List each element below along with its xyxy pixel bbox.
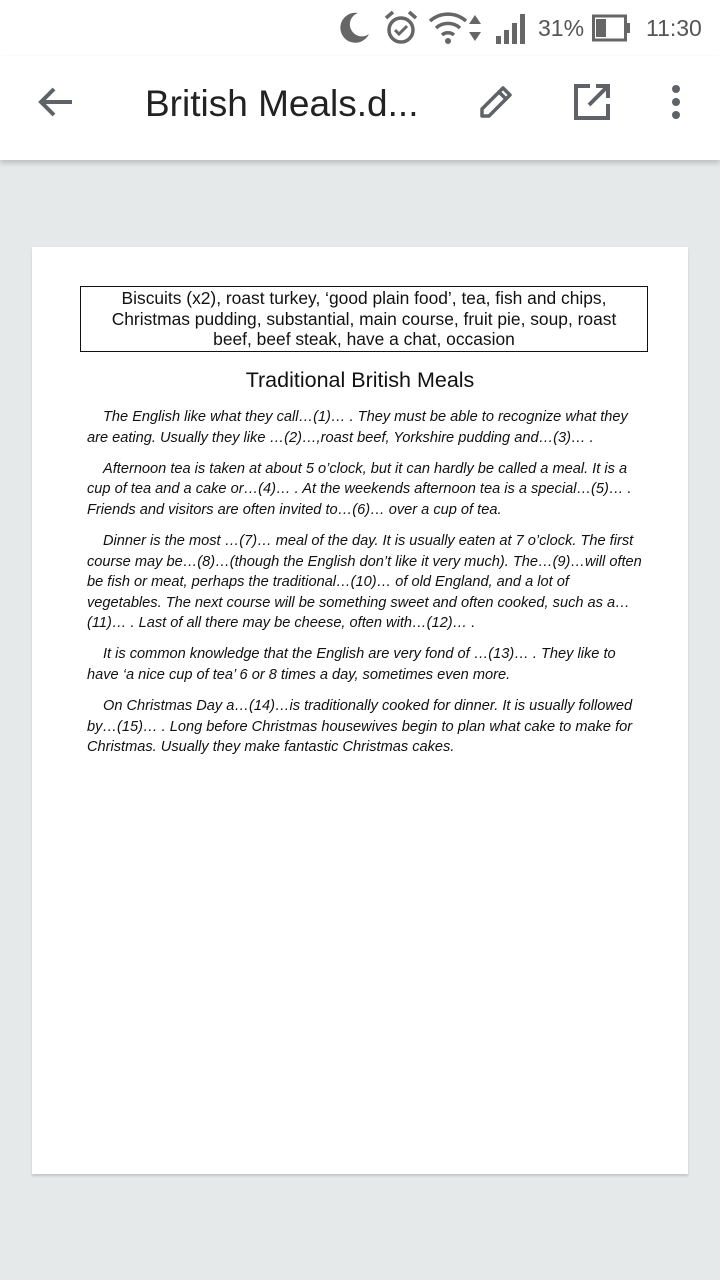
data-arrows-icon	[468, 0, 482, 56]
open-in-new-icon	[572, 82, 612, 127]
open-in-new-button[interactable]	[564, 56, 620, 152]
battery-icon	[592, 0, 632, 56]
alarm-icon	[382, 0, 420, 56]
more-vert-icon	[670, 84, 682, 125]
paragraph: On Christmas Day a…(14)…is traditionally cooked for dinner. It is usually followed by…(15)… . Long before Christmas housewives begin to plan what cake to make for Christmas. Usually they make fantastic Christmas cakes.	[87, 698, 633, 756]
cell-signal-icon	[494, 0, 530, 56]
wifi-icon	[428, 0, 468, 56]
app-bar	[0, 56, 720, 160]
edit-button[interactable]	[468, 56, 524, 152]
document-body	[87, 407, 643, 768]
edit-pencil-icon	[476, 82, 516, 127]
battery-percent: 31%	[538, 14, 585, 41]
more-options-button[interactable]	[652, 56, 700, 152]
word-bank-box: Biscuits (x2), roast turkey, ‘good plain food’, tea, fish and chips, Christmas pudding, substantial, main course, fruit pie, soup, roast beef, beef steak, have a chat, occasion	[80, 286, 648, 352]
status-bar	[0, 0, 720, 56]
paragraph: The English like what they call…(1)… . They must be able to recognize what they are eating. Usually they like …(2)…,roast beef, Yorkshire pudding and…(3)… .	[87, 409, 628, 446]
clock-time: 11:30	[646, 14, 702, 41]
document-page[interactable]	[32, 247, 688, 1174]
document-heading: Traditional British Meals	[245, 368, 475, 392]
document-title: British Meals.d...	[145, 83, 419, 124]
back-arrow-icon	[37, 85, 75, 124]
paragraph: Dinner is the most …(7)… meal of the day. It is usually eaten at 7 o’clock. The first course may be…(8)…(though the English don’t like it very much). The…(9)…will often be fish or meat, perhaps the traditional…(10)… of old England, and a lot of vegetables. The next course will be something sweet and often cooked, such as a…(11)… . Last of all there may be cheese, often with…(12)… .	[87, 532, 642, 632]
do-not-disturb-moon-icon	[336, 0, 372, 56]
paragraph: Afternoon tea is taken at about 5 o’clock, but it can hardly be called a meal. It is a cup of tea and a cake or…(4)… . At the weekends afternoon tea is a special…(5)… . Friends and visitors are often invited to…(6)… over a cup of tea.	[87, 460, 632, 518]
paragraph: It is common knowledge that the English are very fond of …(13)… . They like to have ‘a nice cup of tea’ 6 or 8 times a day, sometimes even more.	[87, 646, 616, 684]
back-button[interactable]	[28, 56, 84, 152]
